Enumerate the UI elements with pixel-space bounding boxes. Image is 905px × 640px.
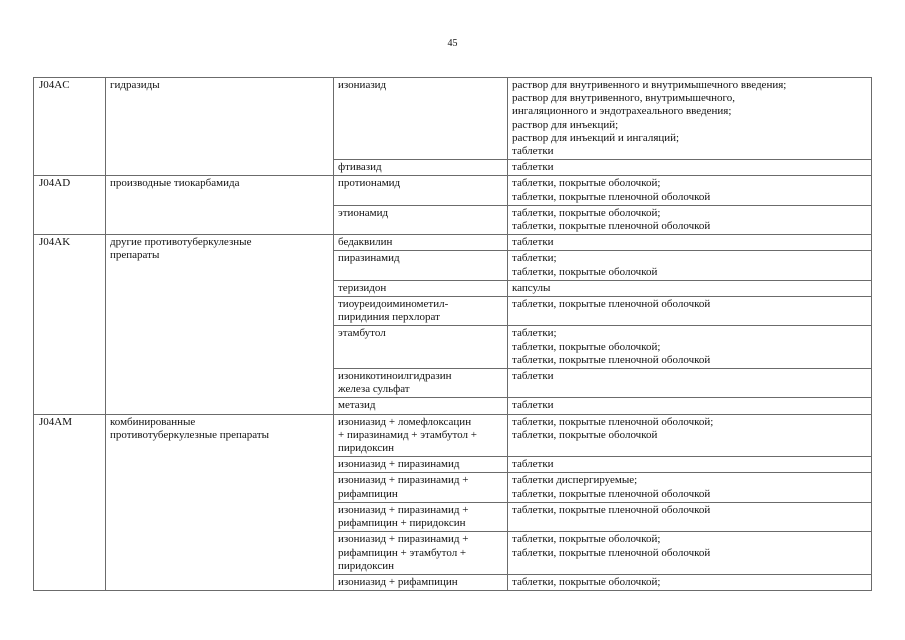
page-number: 45 (447, 38, 458, 49)
dosage-form-cell (508, 369, 872, 398)
drug-name-cell (334, 176, 508, 205)
drug-name-line: пиразинамид (338, 252, 400, 265)
drug-name-cell (334, 326, 508, 369)
drug-name-line: пиридиния перхлорат (338, 311, 440, 324)
dosage-form-cell (508, 160, 872, 176)
drug-name-line: изониазид + пиразинамид (338, 458, 460, 471)
group-name-cell (106, 235, 334, 414)
drug-name-line: изониазид (338, 79, 387, 91)
drug-name-line: изониазид + пиразинамид + (338, 474, 469, 487)
dosage-form-line: таблетки, покрытые оболочкой; (512, 177, 661, 190)
dosage-form-line: таблетки, покрытые пленочной оболочкой (512, 487, 711, 500)
dosage-form-line: таблетки, покрытые оболочкой; (512, 206, 661, 219)
drug-name-line: изониазид + ломефлоксацин (338, 415, 472, 428)
group-name-cell (106, 176, 334, 235)
dosage-form-cell (508, 398, 872, 414)
drug-name-line: тиоуреидоиминометил- (338, 298, 449, 311)
dosage-form-cell (508, 326, 872, 369)
dosage-form-cell (508, 280, 872, 296)
dosage-form-cell (508, 414, 872, 457)
dosage-form-cell (508, 532, 872, 575)
dosage-form-line: таблетки, покрытые оболочкой; (512, 575, 661, 588)
group-name-cell (106, 414, 334, 590)
drug-name-line: этамбутол (338, 327, 386, 340)
drug-name-line: пиридоксин (338, 559, 394, 572)
dosage-form-cell (508, 473, 872, 502)
dosage-form-cell (508, 457, 872, 473)
dosage-form-line: ингаляционного и эндотрахеального введения; (512, 105, 732, 118)
drug-name-line: изоникотиноилгидразин (338, 370, 452, 383)
drug-name-cell (334, 235, 508, 251)
group-name-line: гидразиды (110, 79, 160, 91)
drug-name-cell (334, 414, 508, 457)
dosage-form-cell (508, 251, 872, 280)
dosage-form-cell (508, 176, 872, 205)
drug-name-cell (334, 398, 508, 414)
table-row (34, 414, 872, 457)
drug-name-cell (334, 369, 508, 398)
drug-name-cell (334, 297, 508, 326)
drug-name-line: фтивазид (338, 161, 382, 174)
drug-name-cell (334, 532, 508, 575)
drug-name-cell (334, 574, 508, 590)
dosage-form-line: таблетки (512, 458, 554, 471)
dosage-form-line: раствор для внутривенного и внутримышечного введения; (512, 79, 787, 91)
drug-name-cell (334, 205, 508, 234)
drug-name-line: метазид (338, 399, 376, 412)
atc-code-cell: J04AM (34, 414, 106, 590)
drug-table-body (34, 78, 872, 591)
drug-name-cell (334, 160, 508, 176)
drug-name-cell (334, 78, 508, 160)
drug-name-cell (334, 251, 508, 280)
dosage-form-cell (508, 78, 872, 160)
dosage-form-line: таблетки, покрытые оболочкой (512, 428, 658, 441)
dosage-form-line: таблетки, покрытые пленочной оболочкой (512, 190, 711, 203)
drug-name-line: изониазид + пиразинамид + (338, 533, 469, 546)
atc-code-cell: J04AK (34, 235, 106, 414)
dosage-form-line: таблетки, покрытые оболочкой; (512, 340, 661, 353)
dosage-form-cell (508, 574, 872, 590)
group-name-line: препараты (110, 249, 160, 262)
drug-name-cell (334, 473, 508, 502)
drug-name-line: протионамид (338, 177, 401, 190)
atc-code-cell: J04AD (34, 176, 106, 235)
drug-table (33, 77, 872, 591)
drug-name-cell (334, 280, 508, 296)
dosage-form-line: таблетки, покрытые оболочкой; (512, 533, 661, 546)
atc-code-cell: J04AC (34, 78, 106, 176)
dosage-form-line: таблетки, покрытые оболочкой (512, 265, 658, 278)
drug-name-line: рифампицин + этамбутол + (338, 546, 467, 559)
dosage-form-line: таблетки, покрытые пленочной оболочкой (512, 298, 711, 311)
dosage-form-line: таблетки; (512, 252, 557, 265)
dosage-form-line: таблетки (512, 161, 554, 174)
dosage-form-cell (508, 205, 872, 234)
dosage-form-line: раствор для внутривенного, внутримышечного, (512, 92, 736, 105)
dosage-form-line: таблетки, покрытые пленочной оболочкой (512, 220, 711, 233)
dosage-form-line: раствор для инъекций и ингаляций; (512, 131, 680, 144)
drug-name-cell (334, 457, 508, 473)
dosage-form-cell (508, 297, 872, 326)
drug-name-line: бедаквилин (338, 236, 393, 249)
group-name-line: противотуберкулезные препараты (110, 428, 270, 441)
drug-name-line: рифампицин (338, 487, 398, 500)
dosage-form-line: таблетки (512, 236, 554, 249)
dosage-form-line: таблетки, покрытые пленочной оболочкой (512, 353, 711, 366)
drug-name-line: этионамид (338, 206, 389, 219)
dosage-form-line: таблетки (512, 145, 554, 158)
dosage-form-line: капсулы (512, 281, 551, 294)
table-row (34, 176, 872, 205)
dosage-form-line: таблетки, покрытые пленочной оболочкой (512, 546, 711, 559)
table-row (34, 78, 872, 160)
dosage-form-line: таблетки диспергируемые; (512, 474, 638, 487)
group-name-cell (106, 78, 334, 176)
dosage-form-line: таблетки (512, 399, 554, 412)
group-name-line: производные тиокарбамида (110, 177, 240, 190)
drug-name-line: пиридоксин (338, 442, 394, 455)
drug-name-line: теризидон (338, 281, 387, 294)
drug-name-cell (334, 502, 508, 531)
group-name-line: комбинированные (110, 415, 196, 428)
drug-name-line: рифампицин + пиридоксин (338, 517, 466, 530)
group-name-line: другие противотуберкулезные (110, 236, 252, 249)
drug-name-line: изониазид + пиразинамид + (338, 503, 469, 516)
table-row (34, 235, 872, 251)
drug-name-line: изониазид + рифампицин (338, 575, 458, 588)
dosage-form-line: таблетки (512, 370, 554, 383)
drug-name-line: + пиразинамид + этамбутол + (338, 428, 477, 441)
dosage-form-line: таблетки; (512, 327, 557, 340)
drug-name-line: железа сульфат (338, 383, 410, 396)
dosage-form-line: таблетки, покрытые пленочной оболочкой (512, 503, 711, 516)
dosage-form-line: раствор для инъекций; (512, 118, 619, 131)
dosage-form-line: таблетки, покрытые пленочной оболочкой; (512, 415, 714, 428)
dosage-form-cell (508, 502, 872, 531)
dosage-form-cell (508, 235, 872, 251)
